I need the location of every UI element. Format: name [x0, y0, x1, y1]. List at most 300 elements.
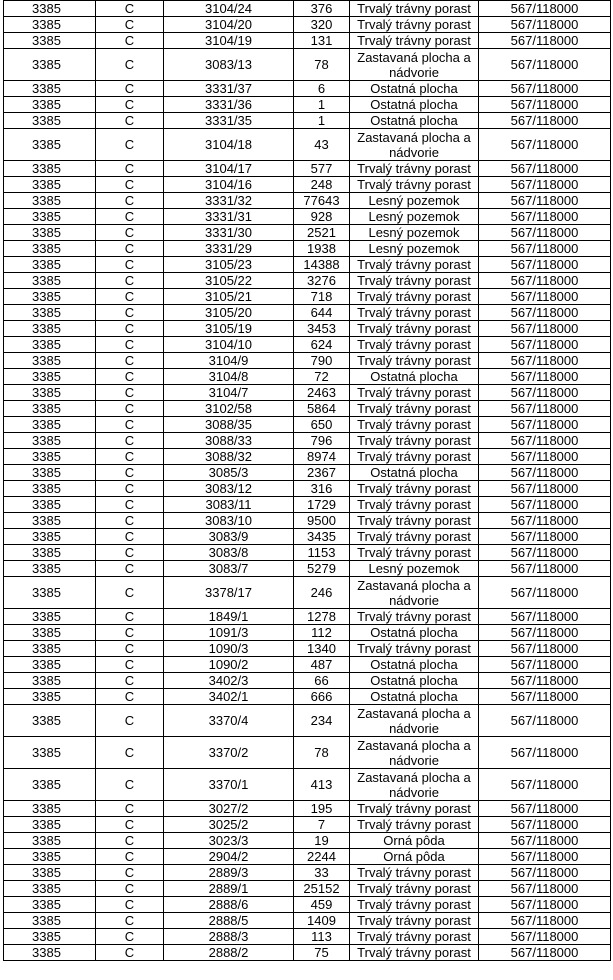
lv-number-cell: 3385	[4, 385, 96, 401]
lv-number-cell: 3385	[4, 945, 96, 961]
register-type-cell: C	[96, 17, 164, 33]
register-type-cell: C	[96, 33, 164, 49]
land-type-cell: Ostatná plocha	[350, 113, 479, 129]
lv-number-cell: 3385	[4, 929, 96, 945]
area-cell: 8974	[294, 449, 350, 465]
parcel-number-cell: 3104/16	[164, 177, 294, 193]
table-row	[4, 945, 611, 961]
register-type-cell: C	[96, 417, 164, 433]
land-type-cell: Trvalý trávny porast	[350, 641, 479, 657]
share-cell: 567/118000	[479, 1, 611, 17]
land-type-cell: Ostatná plocha	[350, 369, 479, 385]
lv-number-cell: 3385	[4, 529, 96, 545]
parcel-number-cell: 1090/3	[164, 641, 294, 657]
land-type-cell: Ostatná plocha	[350, 81, 479, 97]
table-row	[4, 241, 611, 257]
area-cell: 78	[294, 737, 350, 769]
area-cell: 1409	[294, 913, 350, 929]
parcel-number-cell: 3370/4	[164, 705, 294, 737]
area-cell: 195	[294, 801, 350, 817]
table-row	[4, 161, 611, 177]
parcel-number-cell: 3088/33	[164, 433, 294, 449]
table-row	[4, 897, 611, 913]
register-type-cell: C	[96, 497, 164, 513]
share-cell: 567/118000	[479, 417, 611, 433]
share-cell: 567/118000	[479, 865, 611, 881]
land-type-cell: Zastavaná plocha a nádvorie	[350, 577, 479, 609]
lv-number-cell: 3385	[4, 609, 96, 625]
lv-number-cell: 3385	[4, 225, 96, 241]
table-row	[4, 289, 611, 305]
register-type-cell: C	[96, 801, 164, 817]
lv-number-cell: 3385	[4, 193, 96, 209]
area-cell: 9500	[294, 513, 350, 529]
share-cell: 567/118000	[479, 801, 611, 817]
share-cell: 567/118000	[479, 305, 611, 321]
parcel-number-cell: 3083/9	[164, 529, 294, 545]
area-cell: 320	[294, 17, 350, 33]
lv-number-cell: 3385	[4, 17, 96, 33]
table-row	[4, 177, 611, 193]
share-cell: 567/118000	[479, 689, 611, 705]
table-row	[4, 641, 611, 657]
share-cell: 567/118000	[479, 369, 611, 385]
lv-number-cell: 3385	[4, 913, 96, 929]
register-type-cell: C	[96, 353, 164, 369]
area-cell: 2244	[294, 849, 350, 865]
register-type-cell: C	[96, 193, 164, 209]
lv-number-cell: 3385	[4, 545, 96, 561]
area-cell: 113	[294, 929, 350, 945]
land-type-cell: Ostatná plocha	[350, 673, 479, 689]
land-type-cell: Trvalý trávny porast	[350, 17, 479, 33]
area-cell: 78	[294, 49, 350, 81]
parcel-number-cell: 1090/2	[164, 657, 294, 673]
lv-number-cell: 3385	[4, 881, 96, 897]
table-row	[4, 353, 611, 369]
land-type-cell: Zastavaná plocha a nádvorie	[350, 769, 479, 801]
lv-number-cell: 3385	[4, 289, 96, 305]
register-type-cell: C	[96, 49, 164, 81]
register-type-cell: C	[96, 81, 164, 97]
share-cell: 567/118000	[479, 529, 611, 545]
parcel-number-cell: 3104/10	[164, 337, 294, 353]
table-row	[4, 881, 611, 897]
parcel-number-cell: 3104/20	[164, 17, 294, 33]
parcel-number-cell: 3104/24	[164, 1, 294, 17]
lv-number-cell: 3385	[4, 81, 96, 97]
parcel-number-cell: 3105/21	[164, 289, 294, 305]
land-type-cell: Trvalý trávny porast	[350, 385, 479, 401]
parcel-number-cell: 3104/7	[164, 385, 294, 401]
share-cell: 567/118000	[479, 609, 611, 625]
lv-number-cell: 3385	[4, 465, 96, 481]
lv-number-cell: 3385	[4, 641, 96, 657]
area-cell: 2367	[294, 465, 350, 481]
area-cell: 624	[294, 337, 350, 353]
table-row	[4, 465, 611, 481]
parcel-number-cell: 2904/2	[164, 849, 294, 865]
area-cell: 790	[294, 353, 350, 369]
parcel-number-cell: 3331/32	[164, 193, 294, 209]
area-cell: 796	[294, 433, 350, 449]
land-type-cell: Trvalý trávny porast	[350, 289, 479, 305]
lv-number-cell: 3385	[4, 817, 96, 833]
land-type-cell: Trvalý trávny porast	[350, 913, 479, 929]
table-row	[4, 113, 611, 129]
parcel-table	[3, 0, 611, 961]
lv-number-cell: 3385	[4, 113, 96, 129]
register-type-cell: C	[96, 609, 164, 625]
land-type-cell: Trvalý trávny porast	[350, 881, 479, 897]
share-cell: 567/118000	[479, 881, 611, 897]
table-row	[4, 817, 611, 833]
lv-number-cell: 3385	[4, 209, 96, 225]
area-cell: 14388	[294, 257, 350, 273]
land-type-cell: Trvalý trávny porast	[350, 417, 479, 433]
share-cell: 567/118000	[479, 17, 611, 33]
parcel-number-cell: 2889/1	[164, 881, 294, 897]
register-type-cell: C	[96, 385, 164, 401]
register-type-cell: C	[96, 465, 164, 481]
land-type-cell: Trvalý trávny porast	[350, 401, 479, 417]
area-cell: 316	[294, 481, 350, 497]
table-row	[4, 929, 611, 945]
area-cell: 77643	[294, 193, 350, 209]
register-type-cell: C	[96, 481, 164, 497]
area-cell: 6	[294, 81, 350, 97]
lv-number-cell: 3385	[4, 321, 96, 337]
parcel-number-cell: 3083/12	[164, 481, 294, 497]
share-cell: 567/118000	[479, 897, 611, 913]
table-row	[4, 769, 611, 801]
lv-number-cell: 3385	[4, 33, 96, 49]
area-cell: 131	[294, 33, 350, 49]
land-type-cell: Trvalý trávny porast	[350, 273, 479, 289]
lv-number-cell: 3385	[4, 561, 96, 577]
parcel-number-cell: 3083/8	[164, 545, 294, 561]
area-cell: 2463	[294, 385, 350, 401]
parcel-number-cell: 1849/1	[164, 609, 294, 625]
area-cell: 459	[294, 897, 350, 913]
land-type-cell: Trvalý trávny porast	[350, 865, 479, 881]
parcel-number-cell: 3331/36	[164, 97, 294, 113]
share-cell: 567/118000	[479, 737, 611, 769]
register-type-cell: C	[96, 257, 164, 273]
share-cell: 567/118000	[479, 769, 611, 801]
register-type-cell: C	[96, 625, 164, 641]
share-cell: 567/118000	[479, 481, 611, 497]
land-type-cell: Trvalý trávny porast	[350, 497, 479, 513]
parcel-number-cell: 2888/3	[164, 929, 294, 945]
lv-number-cell: 3385	[4, 625, 96, 641]
parcel-number-cell: 3105/22	[164, 273, 294, 289]
register-type-cell: C	[96, 369, 164, 385]
land-type-cell: Trvalý trávny porast	[350, 1, 479, 17]
parcel-number-cell: 3085/3	[164, 465, 294, 481]
area-cell: 5279	[294, 561, 350, 577]
share-cell: 567/118000	[479, 113, 611, 129]
register-type-cell: C	[96, 241, 164, 257]
parcel-number-cell: 3025/2	[164, 817, 294, 833]
area-cell: 2521	[294, 225, 350, 241]
land-type-cell: Trvalý trávny porast	[350, 33, 479, 49]
parcel-number-cell: 3331/29	[164, 241, 294, 257]
table-row	[4, 497, 611, 513]
land-type-cell: Trvalý trávny porast	[350, 305, 479, 321]
register-type-cell: C	[96, 129, 164, 161]
share-cell: 567/118000	[479, 913, 611, 929]
lv-number-cell: 3385	[4, 769, 96, 801]
parcel-number-cell: 2888/5	[164, 913, 294, 929]
land-type-cell: Trvalý trávny porast	[350, 513, 479, 529]
land-type-cell: Ostatná plocha	[350, 97, 479, 113]
lv-number-cell: 3385	[4, 49, 96, 81]
table-row	[4, 417, 611, 433]
land-type-cell: Trvalý trávny porast	[350, 609, 479, 625]
land-type-cell: Trvalý trávny porast	[350, 449, 479, 465]
parcel-number-cell: 3023/3	[164, 833, 294, 849]
table-row	[4, 17, 611, 33]
table-row	[4, 673, 611, 689]
area-cell: 112	[294, 625, 350, 641]
parcel-number-cell: 3370/1	[164, 769, 294, 801]
parcel-number-cell: 3088/35	[164, 417, 294, 433]
parcel-number-cell: 3083/13	[164, 49, 294, 81]
register-type-cell: C	[96, 337, 164, 353]
table-row	[4, 33, 611, 49]
area-cell: 1153	[294, 545, 350, 561]
table-row	[4, 705, 611, 737]
lv-number-cell: 3385	[4, 833, 96, 849]
table-row	[4, 369, 611, 385]
area-cell: 3276	[294, 273, 350, 289]
lv-number-cell: 3385	[4, 1, 96, 17]
register-type-cell: C	[96, 641, 164, 657]
share-cell: 567/118000	[479, 929, 611, 945]
land-type-cell: Trvalý trávny porast	[350, 481, 479, 497]
register-type-cell: C	[96, 913, 164, 929]
parcel-number-cell: 1091/3	[164, 625, 294, 641]
land-type-cell: Zastavaná plocha a nádvorie	[350, 737, 479, 769]
parcel-number-cell: 3083/10	[164, 513, 294, 529]
table-row	[4, 481, 611, 497]
register-type-cell: C	[96, 561, 164, 577]
lv-number-cell: 3385	[4, 689, 96, 705]
share-cell: 567/118000	[479, 673, 611, 689]
register-type-cell: C	[96, 273, 164, 289]
area-cell: 72	[294, 369, 350, 385]
share-cell: 567/118000	[479, 33, 611, 49]
parcel-number-cell: 3104/8	[164, 369, 294, 385]
parcel-number-cell: 3331/35	[164, 113, 294, 129]
share-cell: 567/118000	[479, 561, 611, 577]
register-type-cell: C	[96, 673, 164, 689]
parcel-number-cell: 3104/9	[164, 353, 294, 369]
share-cell: 567/118000	[479, 273, 611, 289]
land-type-cell: Trvalý trávny porast	[350, 177, 479, 193]
lv-number-cell: 3385	[4, 801, 96, 817]
share-cell: 567/118000	[479, 705, 611, 737]
land-type-cell: Trvalý trávny porast	[350, 545, 479, 561]
lv-number-cell: 3385	[4, 273, 96, 289]
lv-number-cell: 3385	[4, 897, 96, 913]
share-cell: 567/118000	[479, 641, 611, 657]
register-type-cell: C	[96, 225, 164, 241]
share-cell: 567/118000	[479, 577, 611, 609]
register-type-cell: C	[96, 289, 164, 305]
register-type-cell: C	[96, 161, 164, 177]
area-cell: 1278	[294, 609, 350, 625]
table-row	[4, 625, 611, 641]
land-type-cell: Trvalý trávny porast	[350, 161, 479, 177]
land-type-cell: Ostatná plocha	[350, 465, 479, 481]
parcel-number-cell: 3088/32	[164, 449, 294, 465]
area-cell: 33	[294, 865, 350, 881]
land-type-cell: Ostatná plocha	[350, 625, 479, 641]
table-row	[4, 337, 611, 353]
land-type-cell: Trvalý trávny porast	[350, 321, 479, 337]
area-cell: 234	[294, 705, 350, 737]
area-cell: 718	[294, 289, 350, 305]
area-cell: 43	[294, 129, 350, 161]
table-row	[4, 401, 611, 417]
register-type-cell: C	[96, 321, 164, 337]
area-cell: 7	[294, 817, 350, 833]
parcel-number-cell: 3402/1	[164, 689, 294, 705]
area-cell: 1340	[294, 641, 350, 657]
register-type-cell: C	[96, 433, 164, 449]
lv-number-cell: 3385	[4, 177, 96, 193]
register-type-cell: C	[96, 849, 164, 865]
parcel-number-cell: 3083/11	[164, 497, 294, 513]
parcel-number-cell: 3331/37	[164, 81, 294, 97]
table-row	[4, 97, 611, 113]
parcel-number-cell: 3331/30	[164, 225, 294, 241]
table-row	[4, 513, 611, 529]
lv-number-cell: 3385	[4, 129, 96, 161]
table-row	[4, 305, 611, 321]
lv-number-cell: 3385	[4, 337, 96, 353]
register-type-cell: C	[96, 529, 164, 545]
share-cell: 567/118000	[479, 177, 611, 193]
lv-number-cell: 3385	[4, 513, 96, 529]
table-row	[4, 1, 611, 17]
share-cell: 567/118000	[479, 513, 611, 529]
share-cell: 567/118000	[479, 817, 611, 833]
register-type-cell: C	[96, 401, 164, 417]
table-row	[4, 737, 611, 769]
land-type-cell: Ostatná plocha	[350, 689, 479, 705]
table-row	[4, 529, 611, 545]
register-type-cell: C	[96, 689, 164, 705]
land-type-cell: Zastavaná plocha a nádvorie	[350, 705, 479, 737]
register-type-cell: C	[96, 305, 164, 321]
area-cell: 376	[294, 1, 350, 17]
land-type-cell: Lesný pozemok	[350, 193, 479, 209]
table-row	[4, 833, 611, 849]
table-row	[4, 545, 611, 561]
lv-number-cell: 3385	[4, 257, 96, 273]
land-type-cell: Trvalý trávny porast	[350, 337, 479, 353]
area-cell: 5864	[294, 401, 350, 417]
lv-number-cell: 3385	[4, 657, 96, 673]
parcel-number-cell: 2889/3	[164, 865, 294, 881]
share-cell: 567/118000	[479, 353, 611, 369]
register-type-cell: C	[96, 897, 164, 913]
share-cell: 567/118000	[479, 49, 611, 81]
share-cell: 567/118000	[479, 433, 611, 449]
table-row	[4, 561, 611, 577]
share-cell: 567/118000	[479, 833, 611, 849]
table-row	[4, 385, 611, 401]
area-cell: 1	[294, 113, 350, 129]
land-type-cell: Trvalý trávny porast	[350, 929, 479, 945]
share-cell: 567/118000	[479, 657, 611, 673]
table-row	[4, 609, 611, 625]
table-row	[4, 81, 611, 97]
area-cell: 928	[294, 209, 350, 225]
parcel-table-body	[4, 1, 611, 961]
land-type-cell: Lesný pozemok	[350, 225, 479, 241]
register-type-cell: C	[96, 97, 164, 113]
parcel-number-cell: 3402/3	[164, 673, 294, 689]
register-type-cell: C	[96, 113, 164, 129]
lv-number-cell: 3385	[4, 305, 96, 321]
table-row	[4, 209, 611, 225]
register-type-cell: C	[96, 449, 164, 465]
lv-number-cell: 3385	[4, 417, 96, 433]
area-cell: 1938	[294, 241, 350, 257]
register-type-cell: C	[96, 769, 164, 801]
parcel-number-cell: 3331/31	[164, 209, 294, 225]
lv-number-cell: 3385	[4, 401, 96, 417]
area-cell: 3453	[294, 321, 350, 337]
register-type-cell: C	[96, 513, 164, 529]
parcel-number-cell: 2888/6	[164, 897, 294, 913]
area-cell: 487	[294, 657, 350, 673]
register-type-cell: C	[96, 817, 164, 833]
land-type-cell: Trvalý trávny porast	[350, 897, 479, 913]
table-row	[4, 257, 611, 273]
area-cell: 248	[294, 177, 350, 193]
share-cell: 567/118000	[479, 129, 611, 161]
table-row	[4, 577, 611, 609]
land-type-cell: Zastavaná plocha a nádvorie	[350, 49, 479, 81]
area-cell: 66	[294, 673, 350, 689]
land-type-cell: Orná pôda	[350, 849, 479, 865]
land-type-cell: Trvalý trávny porast	[350, 353, 479, 369]
lv-number-cell: 3385	[4, 673, 96, 689]
land-type-cell: Trvalý trávny porast	[350, 257, 479, 273]
share-cell: 567/118000	[479, 257, 611, 273]
land-type-cell: Orná pôda	[350, 833, 479, 849]
parcel-number-cell: 3104/18	[164, 129, 294, 161]
parcel-number-cell: 3105/23	[164, 257, 294, 273]
land-type-cell: Lesný pozemok	[350, 241, 479, 257]
table-row	[4, 849, 611, 865]
area-cell: 75	[294, 945, 350, 961]
lv-number-cell: 3385	[4, 353, 96, 369]
land-type-cell: Trvalý trávny porast	[350, 433, 479, 449]
lv-number-cell: 3385	[4, 369, 96, 385]
share-cell: 567/118000	[479, 497, 611, 513]
table-row	[4, 801, 611, 817]
share-cell: 567/118000	[479, 385, 611, 401]
register-type-cell: C	[96, 657, 164, 673]
share-cell: 567/118000	[479, 945, 611, 961]
lv-number-cell: 3385	[4, 849, 96, 865]
